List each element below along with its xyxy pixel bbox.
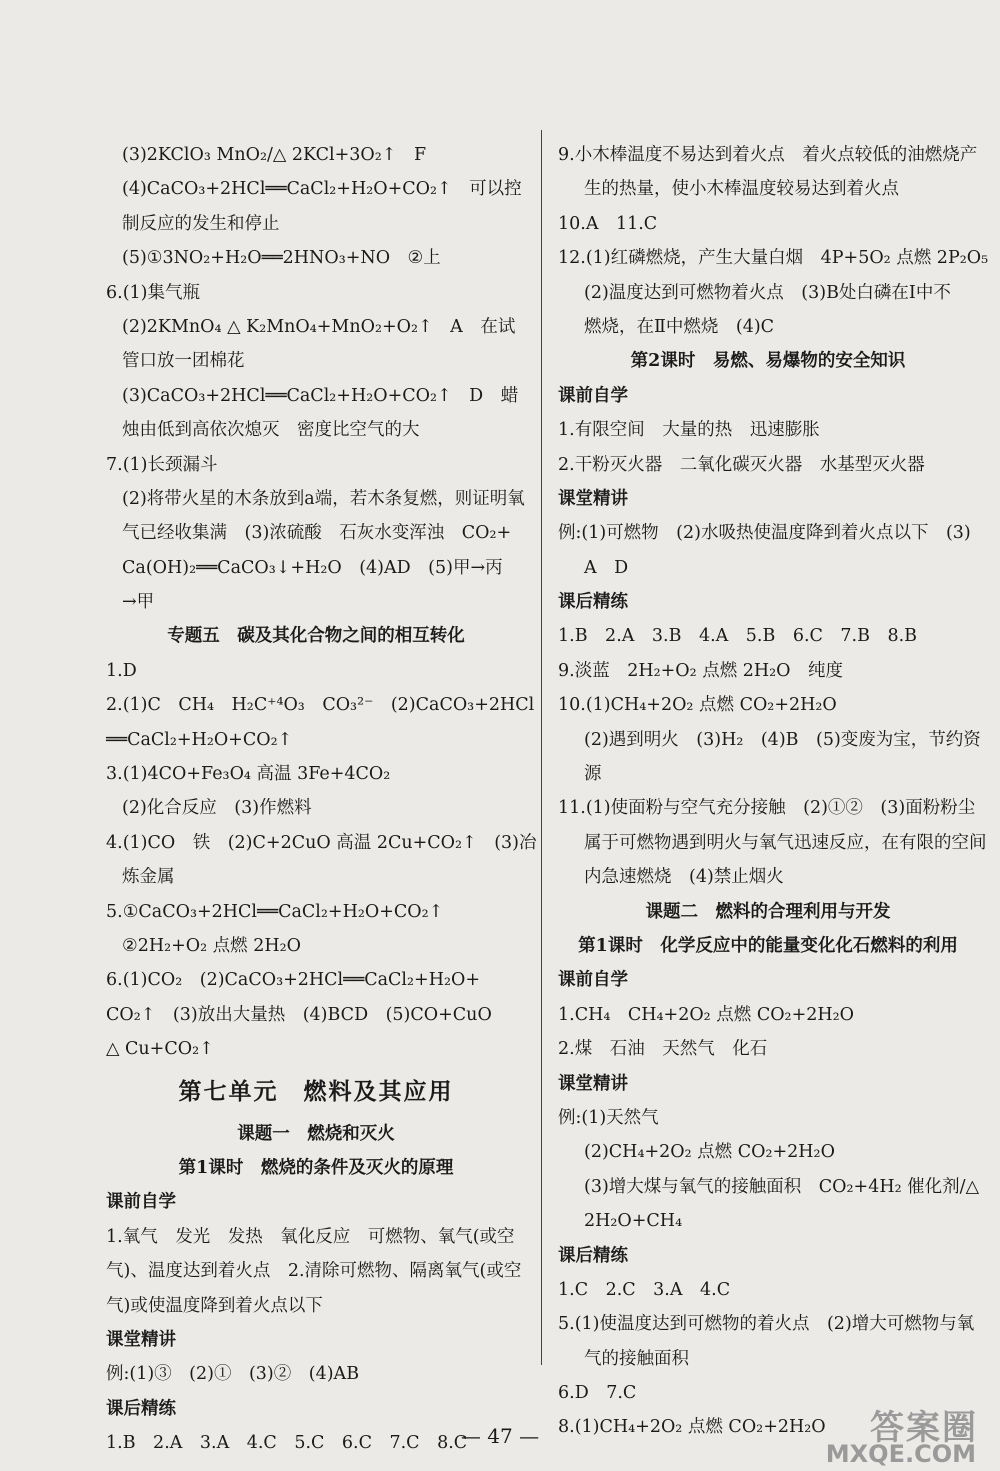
watermark-url: MXQE.COM	[825, 1440, 976, 1468]
right-line: (2)CH₄+2O₂ 点燃 CO₂+2H₂O	[584, 1142, 835, 1163]
right-line: 例:(1)可燃物 (2)水吸热使温度降到着火点以下 (3)	[558, 523, 971, 544]
right-line: 例:(1)天然气	[558, 1107, 659, 1128]
right-line: 2.煤 石油 天然气 化石	[558, 1039, 768, 1060]
right-line: A D	[584, 557, 629, 578]
left-line: 例:(1)③ (2)① (3)② (4)AB	[106, 1364, 360, 1385]
right-line: 10.(1)CH₄+2O₂ 点燃 CO₂+2H₂O	[558, 695, 837, 716]
right-line: (2)温度达到可燃物着火点 (3)B处白磷在Ⅰ中不	[584, 282, 951, 303]
left-line: 第1课时 燃烧的条件及灭火的原理	[178, 1157, 454, 1178]
left-line: 3.(1)4CO+Fe₃O₄ 高温 3Fe+4CO₂	[106, 764, 391, 785]
left-line: 课堂精讲	[106, 1329, 176, 1350]
left-line: ②2H₂+O₂ 点燃 2H₂O	[122, 935, 302, 956]
right-line: 10.A 11.C	[558, 213, 658, 234]
left-line: 气)或使温度降到着火点以下	[106, 1295, 323, 1316]
right-line: 课题二 燃料的合理利用与开发	[645, 901, 891, 922]
left-line: ══CaCl₂+H₂O+CO₂↑	[106, 729, 293, 750]
right-line: 生的热量，使小木棒温度较易达到着火点	[584, 179, 899, 200]
right-line: 第2课时 易燃、易爆物的安全知识	[630, 351, 906, 372]
left-line: 第七单元 燃料及其应用	[178, 1077, 454, 1105]
left-line: 专题五 碳及其化合物之间的相互转化	[167, 626, 465, 647]
right-line: 课堂精讲	[558, 1073, 628, 1094]
left-line: 课题一 燃烧和灭火	[237, 1123, 395, 1144]
left-line: (4)CaCO₃+2HCl══CaCl₂+H₂O+CO₂↑ 可以控	[122, 179, 522, 200]
right-line: 8.(1)CH₄+2O₂ 点燃 CO₂+2H₂O	[558, 1417, 826, 1438]
right-line: 气的接触面积	[584, 1348, 689, 1369]
left-line: (2)化合反应 (3)作燃料	[122, 798, 312, 819]
right-line: 1.B 2.A 3.B 4.A 5.B 6.C 7.B 8.B	[558, 626, 918, 647]
left-line: 7.(1)长颈漏斗	[106, 454, 218, 475]
right-line: 9.小木棒温度不易达到着火点 着火点较低的油燃烧产	[558, 145, 978, 165]
left-line: 烛由低到高依次熄灭 密度比空气的大	[122, 420, 420, 441]
left-line: 课前自学	[106, 1192, 176, 1213]
left-line: 6.(1)CO₂ (2)CaCO₃+2HCl══CaCl₂+H₂O+	[106, 970, 480, 991]
left-line: 管口放一团棉花	[122, 351, 245, 372]
right-line: 课后精练	[558, 1245, 628, 1266]
right-line: 课前自学	[558, 385, 628, 406]
left-line: 5.①CaCO₃+2HCl══CaCl₂+H₂O+CO₂↑	[106, 901, 444, 922]
left-line: 6.(1)集气瓶	[106, 282, 200, 303]
right-line: 12.(1)红磷燃烧，产生大量白烟 4P+5O₂ 点燃 2P₂O₅	[558, 248, 989, 269]
right-line: 5.(1)使温度达到可燃物的着火点 (2)增大可燃物与氧	[558, 1314, 975, 1335]
left-line: 1.D	[106, 660, 137, 681]
right-line: 1.C 2.C 3.A 4.C	[558, 1279, 731, 1300]
right-line: (2)遇到明火 (3)H₂ (4)B (5)变废为宝，节约资	[584, 729, 981, 750]
left-line: 4.(1)CO 铁 (2)C+2CuO 高温 2Cu+CO₂↑ (3)冶	[106, 832, 537, 853]
right-line: (3)增大煤与氧气的接触面积 CO₂+4H₂ 催化剂/△	[584, 1176, 980, 1197]
left-line: (5)①3NO₂+H₂O══2HNO₃+NO ②上	[122, 248, 441, 269]
left-line: △ Cu+CO₂↑	[106, 1039, 214, 1060]
right-line: 9.淡蓝 2H₂+O₂ 点燃 2H₂O 纯度	[558, 660, 844, 681]
right-line: 1.CH₄ CH₄+2O₂ 点燃 CO₂+2H₂O	[558, 1004, 854, 1025]
left-line: 1.B 2.A 3.A 4.C 5.C 6.C 7.C 8.C	[106, 1433, 468, 1454]
right-line: 课前自学	[558, 970, 628, 991]
left-line: 制反应的发生和停止	[122, 213, 280, 234]
left-line: (3)CaCO₃+2HCl══CaCl₂+H₂O+CO₂↑ D 蜡	[122, 385, 519, 406]
left-line: (2)2KMnO₄ △ K₂MnO₄+MnO₂+O₂↑ A 在试	[122, 316, 516, 337]
left-line: 气已经收集满 (3)浓硫酸 石灰水变浑浊 CO₂+	[122, 523, 512, 544]
right-line: 课堂精讲	[558, 488, 628, 509]
right-line: 6.D 7.C	[558, 1383, 637, 1404]
left-line: Ca(OH)₂══CaCO₃↓+H₂O (4)AD (5)甲→丙	[122, 557, 503, 578]
left-line: (3)2KClO₃ MnO₂/△ 2KCl+3O₂↑ F	[122, 145, 427, 165]
watermark-logo: 答案圈	[870, 1408, 978, 1448]
left-line: (2)将带火星的木条放到a端，若木条复燃，则证明氧	[122, 488, 525, 509]
left-line: CO₂↑ (3)放出大量热 (4)BCD (5)CO+CuO	[106, 1004, 492, 1025]
left-line: 2.(1)C CH₄ H₂C⁺⁴O₃ CO₃²⁻ (2)CaCO₃+2HCl	[106, 695, 535, 716]
right-line: 2.干粉灭火器 二氧化碳灭火器 水基型灭火器	[558, 454, 925, 475]
right-line: 第1课时 化学反应中的能量变化化石燃料的利用	[578, 935, 958, 956]
left-line: 气)、温度达到着火点 2.清除可燃物、隔离氧气(或空	[106, 1261, 522, 1282]
right-line: 1.有限空间 大量的热 迅速膨胀	[558, 420, 820, 441]
left-line: 1.氧气 发光 发热 氧化反应 可燃物、氧气(或空	[106, 1226, 515, 1247]
left-column	[106, 138, 537, 1460]
right-column	[558, 138, 989, 1445]
right-line: 课后精练	[558, 592, 628, 613]
right-line: 2H₂O+CH₄	[584, 1211, 683, 1232]
right-line: 源	[584, 764, 602, 785]
right-line: 11.(1)使面粉与空气充分接触 (2)①② (3)面粉粉尘	[558, 798, 976, 819]
right-line: 属于可燃物遇到明火与氧气迅速反应，在有限的空间	[584, 832, 987, 853]
left-line: 炼金属	[122, 867, 175, 888]
left-line: →甲	[122, 592, 155, 613]
right-line: 燃烧，在Ⅱ中燃烧 (4)C	[584, 316, 775, 337]
column-divider	[541, 130, 542, 1365]
left-line: 课后精练	[106, 1398, 176, 1419]
right-line: 内急速燃烧 (4)禁止烟火	[584, 867, 784, 888]
page-number: — 47 —	[460, 1424, 540, 1448]
